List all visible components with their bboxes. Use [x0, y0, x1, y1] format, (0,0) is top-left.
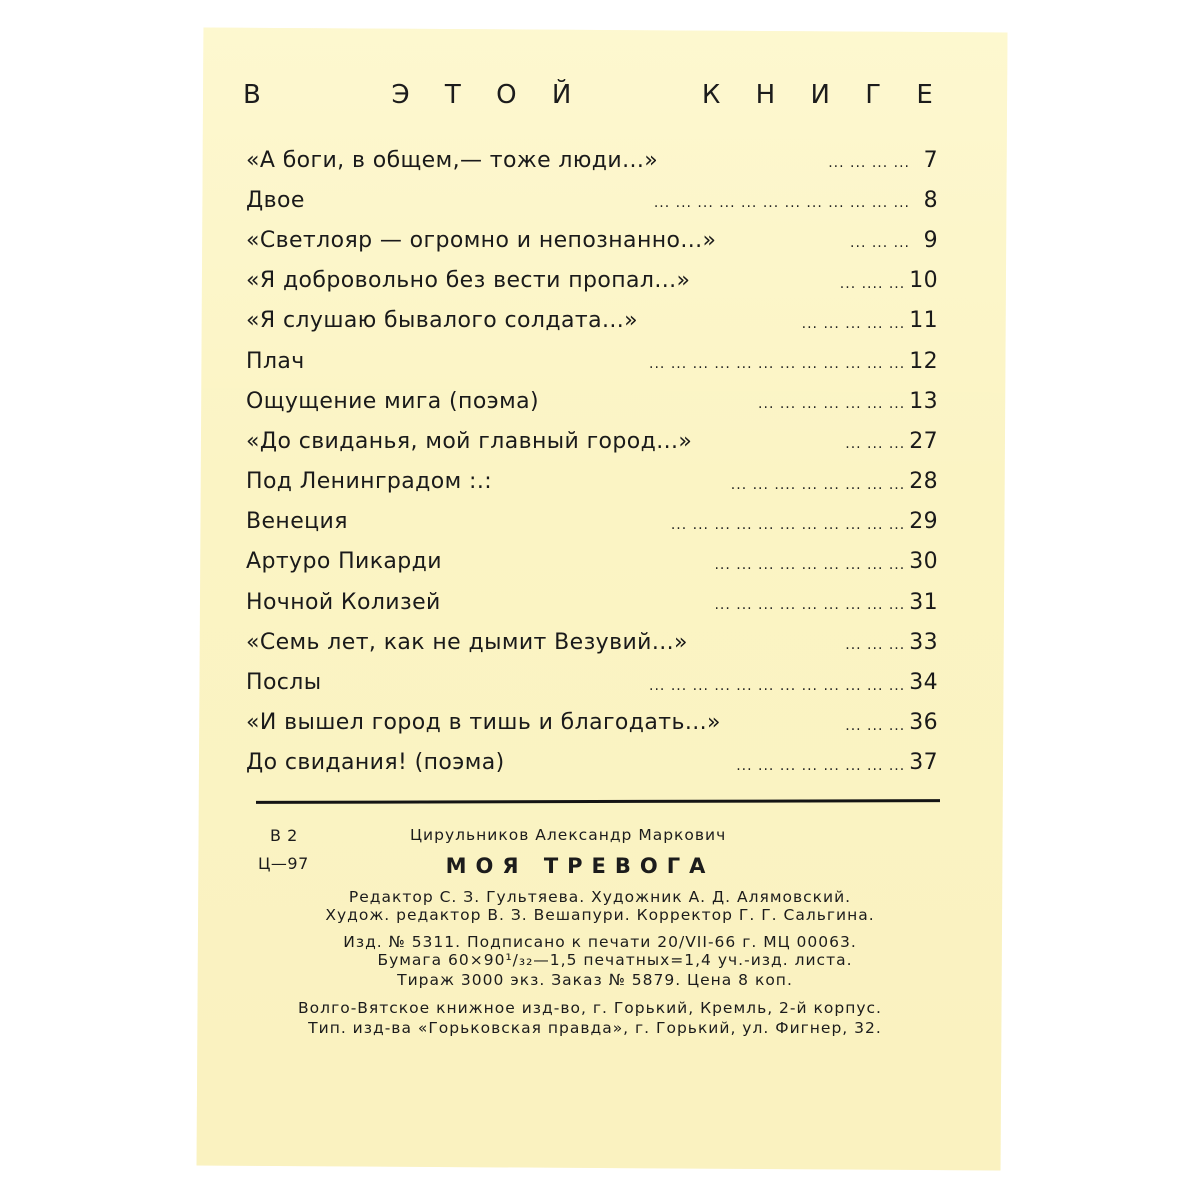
toc-page-number: 30 [909, 549, 938, 575]
toc-page-number: 28 [909, 469, 938, 495]
toc-leader: ... ... ... ... ... ... ... ... ... [714, 597, 906, 614]
heading-letter: Э [391, 80, 410, 110]
heading-letter: К [701, 80, 721, 110]
toc-leader: ... ... ... ... ... .... ... ... [730, 476, 906, 493]
toc-entry [246, 622, 938, 662]
toc-page-number: 7 [923, 147, 938, 173]
toc-entry [246, 381, 938, 421]
printer-line: Тип. изд-ва «Горьковская правда», г. Горький, ул. Фигнер, 32. [308, 1019, 882, 1037]
toc-entry [246, 341, 938, 381]
toc-heading [243, 80, 933, 110]
toc-entry [246, 502, 938, 542]
toc-entry [246, 421, 938, 461]
toc-title: Артуро Пикарди [246, 549, 442, 575]
toc-entry [246, 301, 938, 341]
toc-page-number: 36 [909, 710, 938, 736]
heading-letter: Й [551, 80, 572, 110]
toc-title: «Я добровольно без вести пропал...» [246, 268, 691, 294]
toc-page-number: 10 [909, 268, 938, 294]
credits-line: Редактор С. З. Гультяева. Художник А. Д. Алямовский. [348, 888, 852, 906]
toc-title: Под Ленинградом :.: [246, 469, 493, 495]
toc-leader: ... ... ... ... ... ... ... ... [736, 757, 906, 774]
heading-letter: Н [755, 80, 776, 110]
toc-title: «Я слушаю бывалого солдата...» [246, 308, 639, 334]
toc-page-number: 12 [909, 348, 938, 374]
toc-page-number: 11 [909, 308, 938, 334]
heading-letter: В [243, 80, 261, 110]
toc-entry [246, 462, 938, 502]
toc-entry [246, 703, 938, 743]
print-info-line: Изд. № 5311. Подписано к печати 20/VII-66 г. МЦ 00063. [343, 933, 857, 951]
toc-entry [246, 743, 938, 783]
toc-leader: ... ... ... [845, 436, 906, 453]
toc-page-number: 37 [909, 750, 938, 776]
toc-title: «Светлояр — огромно и непознанно...» [246, 227, 717, 253]
toc-title: До свидания! (поэма) [246, 750, 505, 776]
toc-page-number: 31 [909, 589, 938, 615]
toc-page-number: 13 [909, 388, 938, 414]
toc-title: «А боги, в общем,— тоже люди...» [246, 147, 659, 173]
toc-page-number: 8 [923, 187, 938, 213]
heading-letter: И [810, 80, 830, 110]
author-index-code: Ц—97 [258, 854, 309, 873]
toc-page-number: 33 [909, 629, 938, 655]
toc-leader: ... ... ... ... [828, 155, 910, 172]
credits-line: Худож. редактор В. З. Вешапури. Корректор Г. Г. Сальгина. [325, 906, 875, 924]
table-of-contents [246, 140, 938, 783]
toc-entry [246, 662, 938, 702]
toc-entry [246, 542, 938, 582]
heading-letter: О [496, 80, 517, 110]
toc-title: Ночной Колизей [246, 589, 441, 615]
toc-title: «До свиданья, мой главный город...» [246, 428, 693, 454]
toc-page-number: 34 [909, 670, 938, 696]
classification-code: В 2 [270, 826, 298, 845]
author-name: Цирульников Александр Маркович [410, 826, 727, 844]
toc-title: Двое [246, 187, 305, 213]
toc-page-number: 27 [909, 428, 938, 454]
publisher-line: Волго-Вятское книжное изд-во, г. Горький, Кремль, 2-й корпус. [298, 999, 882, 1017]
heading-letter: Е [916, 80, 933, 110]
toc-title: Ощущение мига (поэма) [246, 388, 540, 414]
toc-leader: ... .... ... [839, 275, 906, 292]
toc-title: Плач [246, 348, 305, 374]
toc-leader: ... ... ... [845, 637, 906, 654]
toc-leader: ... ... ... [845, 717, 906, 734]
toc-leader: ... ... ... ... ... ... ... ... ... [714, 556, 906, 573]
print-info-line: Бумага 60×90¹/₃₂—1,5 печатных=1,4 уч.-изд. листа. [377, 951, 853, 969]
toc-entry [246, 180, 938, 220]
toc-title: «Семь лет, как не дымит Везувий...» [246, 629, 688, 655]
toc-page-number: 29 [909, 509, 938, 535]
toc-leader: ... ... ... ... ... [801, 315, 906, 332]
toc-leader: ... ... ... ... ... ... ... ... ... ... ... ... [653, 195, 910, 212]
toc-title: Послы [246, 670, 322, 696]
toc-leader: ... ... ... ... ... ... ... ... ... ... ... ... [649, 356, 906, 373]
book-title: МОЯ ТРЕВОГА [445, 854, 715, 878]
toc-entry [246, 220, 938, 260]
toc-title: Венеция [246, 509, 348, 535]
print-info-line: Тираж 3000 экз. Заказ № 5879. Цена 8 коп. [397, 971, 793, 989]
heading-letter: Т [444, 80, 461, 110]
toc-leader: ... ... ... ... ... ... ... ... ... ... ... ... [649, 677, 906, 694]
toc-leader: ... ... ... ... ... ... ... [758, 396, 906, 413]
toc-entry [246, 140, 938, 180]
toc-title: «И вышел город в тишь и благодать...» [246, 710, 721, 736]
toc-page-number: 9 [923, 227, 938, 253]
toc-entry [246, 261, 938, 301]
heading-letter: Г [865, 80, 882, 110]
toc-leader: ... ... ... [850, 235, 910, 252]
toc-leader: ... ... ... ... ... ... ... ... ... ... ... [670, 516, 906, 533]
toc-entry [246, 582, 938, 622]
